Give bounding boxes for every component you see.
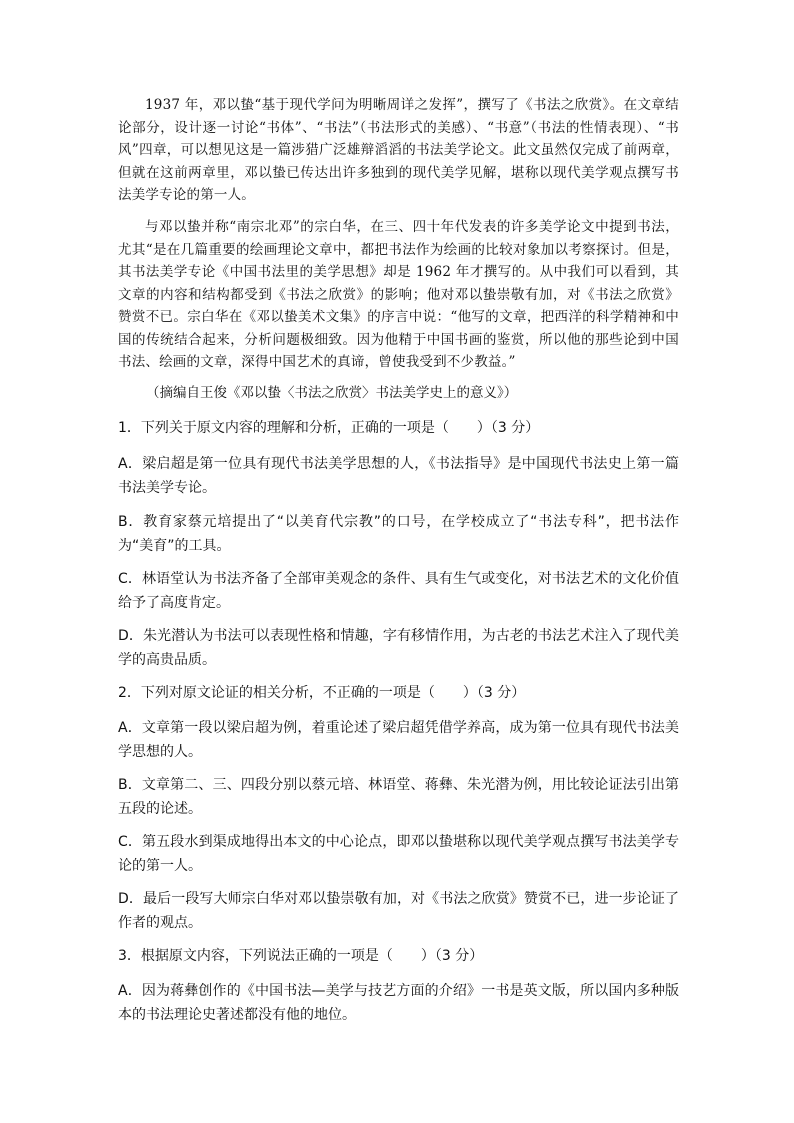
question-3-option-a: A．因为蒋彝创作的《中国书法—美学与技艺方面的介绍》一书是英文版，所以国内多种版本的书法理论史著述都没有他的地位。 <box>118 983 679 1023</box>
question-1-option-a: A．梁启超是第一位具有现代书法美学思想的人，《书法指导》是中国现代书法史上第一篇书法美学专论。 <box>118 456 679 496</box>
question-1-stem: 1．下列关于原文内容的理解和分析，正确的一项是（ ）（3 分） <box>118 420 540 436</box>
question-1-option-d: D．朱光潜认为书法可以表现性格和情趣，字有移情作用，为古老的书法艺术注入了现代美学的高贵品质。 <box>118 628 679 668</box>
question-2-stem: 2．下列对原文论证的相关分析，不正确的一项是（ ）（3 分） <box>118 685 526 701</box>
question-2-option-b: B．文章第二、三、四段分别以蔡元培、林语堂、蒋彝、朱光潜为例，用比较论证法引出第五段的论述。 <box>118 777 679 817</box>
passage-paragraph-1: 1937 年，邓以蛰“基于现代学问为明晰周详之发挥”，撰写了《书法之欣赏》。在文章结论部分，设计逐一讨论“书体”、“书法”（书法形式的美感）、“书意”（书法的性情表现）、“书风”四章，可以想见这是一篇涉猎广泛雄辩滔滔的书法美学论文。此文虽然仅完成了前两章，但就在这前两章里，邓以蛰已传达出许多独到的现代美学见解，堪称以现代美学观点撰写书法美学专论的第一人。 <box>118 97 679 203</box>
question-2-option-a: A．文章第一段以梁启超为例，着重论述了梁启超凭借学养高，成为第一位具有现代书法美学思想的人。 <box>118 720 679 760</box>
passage-paragraph-2: 与邓以蛰并称“南宗北邓”的宗白华，在三、四十年代发表的许多美学论文中提到书法，尤其“是在几篇重要的绘画理论文章中，都把书法作为绘画的比较对象加以考察探讨。但是，其书法美学专论《中国书法里的美学思想》却是 1962 年才撰写的。从中我们可以看到，其文章的内容和结构都受到《书法之欣赏》的影响；他对邓以蛰崇敬有加，对《书法之欣赏》赞赏不已。宗白华在《邓以蛰美术文集》的序言中说：“他写的文章，把西洋的科学精神和中国的传统结合起来，分析问题极细致。因为他精于中国书画的鉴赏，所以他的那些论到中国书法、绘画的文章，深得中国艺术的真谛，曾使我受到不少教益。” <box>118 219 679 370</box>
question-1-option-b: B．教育家蔡元培提出了“以美育代宗教”的口号，在学校成立了“书法专科”，把书法作为“美育”的工具。 <box>118 514 679 554</box>
question-2-option-d: D．最后一段写大师宗白华对邓以蛰崇敬有加，对《书法之欣赏》赞赏不已，进一步论证了作者的观点。 <box>118 891 679 931</box>
passage-source: （摘编自王俊《邓以蛰〈书法之欣赏〉书法美学史上的意义》） <box>146 385 518 401</box>
question-2-option-c: C．第五段水到渠成地得出本文的中心论点，即邓以蛰堪称以现代美学观点撰写书法美学专论的第一人。 <box>118 834 679 874</box>
question-1-option-c: C．林语堂认为书法齐备了全部审美观念的条件、具有生气或变化，对书法艺术的文化价值给予了高度肯定。 <box>118 571 679 611</box>
question-3-stem: 3．根据原文内容，下列说法正确的一项是（ ）（3 分） <box>118 948 484 964</box>
